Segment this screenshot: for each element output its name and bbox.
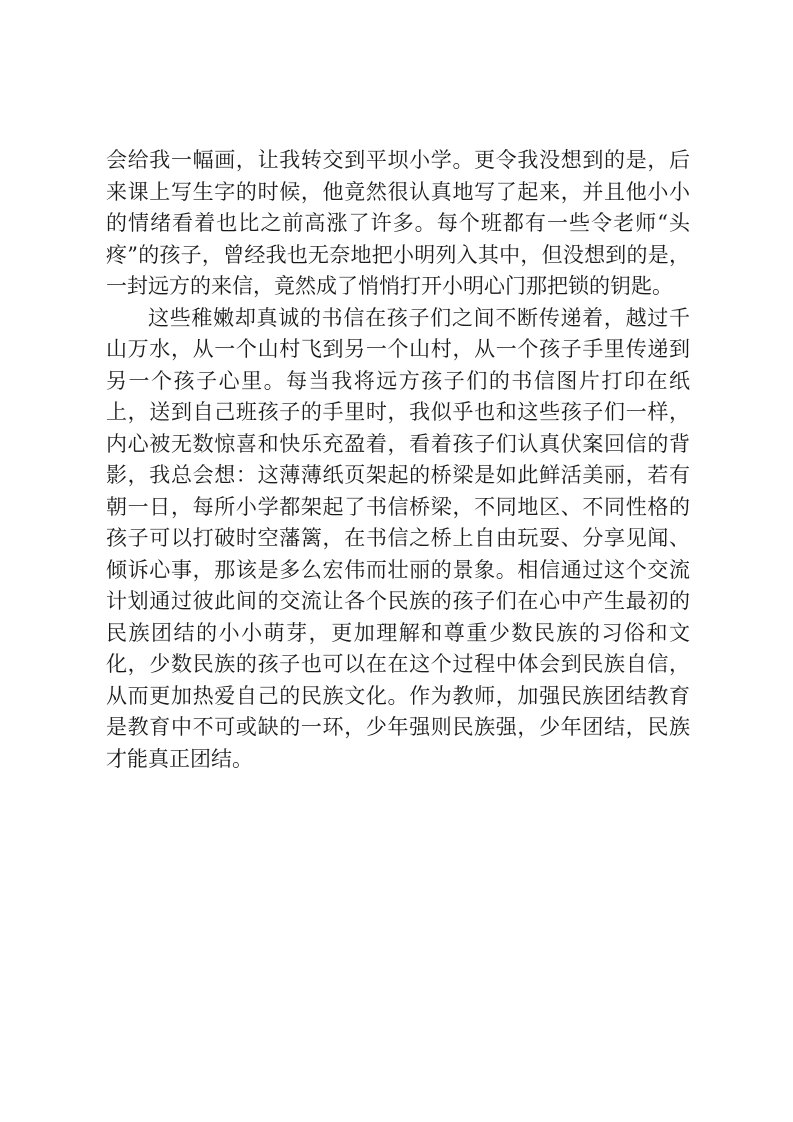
body-text (106, 145, 690, 775)
paragraph-letters-bridge: 这些稚嫩却真诚的书信在孩子们之间不断传递着，越过千山万水，从一个山村飞到另一个山村，从一个孩子手里传递到另一个孩子心里。每当我将远方孩子们的书信图片打印在纸上，送到自己班孩子的手里时，我似乎也和这些孩子们一样，内心被无数惊喜和快乐充盈着，看着孩子们认真伏案回信的背影，我总会想：这薄薄纸页架起的桥梁是如此鲜活美丽，若有朝一日，每所小学都架起了书信桥梁，不同地区、不同性格的孩子可以打破时空藩篱，在书信之桥上自由玩耍、分享见闻、倾诉心事，那该是多么宏伟而壮丽的景象。相信通过这个交流计划通过彼此间的交流让各个民族的孩子们在心中产生最初的民族团结的小小萌芽，更加理解和尊重少数民族的习俗和文化，少数民族的孩子也可以在在这个过程中体会到民族自信，从而更加热爱自己的民族文化。作为教师，加强民族团结教育是教育中不可或缺的一环，少年强则民族强，少年团结，民族才能真正团结。 (106, 305, 690, 771)
paragraph-continuation: 会给我一幅画，让我转交到平坝小学。更令我没想到的是，后来课上写生字的时候，他竟然很认真地写了起来，并且他小小的情绪看着也比之前高涨了许多。每个班都有一些令老师“头疼”的孩子，曾经我也无奈地把小明列入其中，但没想到的是，一封远方的来信，竟然成了悄悄打开小明心门那把锁的钥匙。 (106, 148, 690, 298)
